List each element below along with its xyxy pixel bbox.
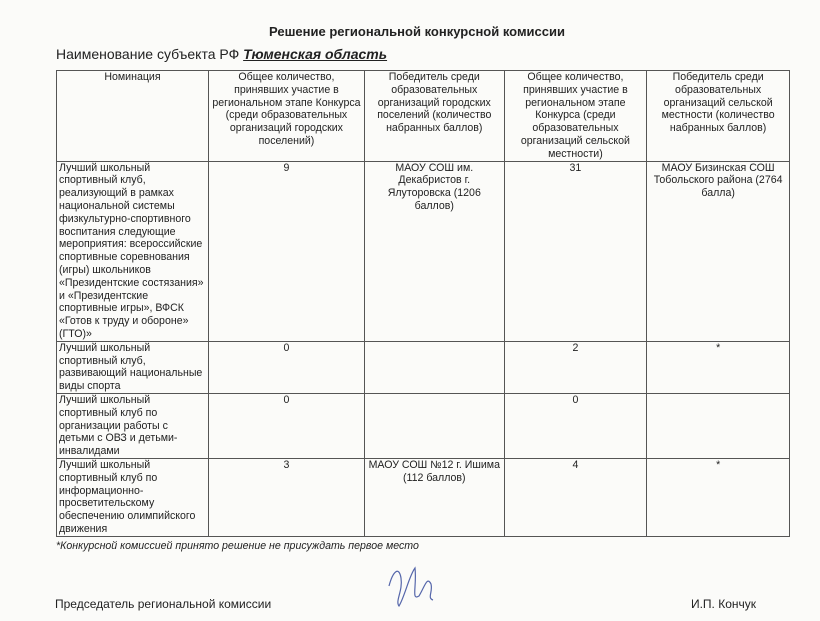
subject-value: Тюменская область — [243, 46, 388, 62]
table-row — [57, 341, 790, 393]
table-row — [57, 161, 790, 341]
subject-label: Наименование субъекта РФ — [56, 46, 240, 62]
urban-winner-cell — [364, 393, 504, 458]
rural-winner-cell — [647, 393, 790, 458]
footnote: *Конкурсной комиссией принято решение не присуждать первое место — [56, 539, 419, 552]
header-urban-count: Общее количество, принявших участие в региональном этапе Конкурса (среди образовательных организаций городских поселений) — [208, 71, 364, 162]
rural-winner-cell: * — [647, 458, 790, 536]
header-row — [57, 71, 790, 162]
urban-winner-cell: МАОУ СОШ им. Декабристов г. Ялуторовска (1206 баллов) — [364, 161, 504, 341]
chair-label: Председатель региональной комиссии — [55, 596, 272, 611]
subject-line — [56, 46, 387, 62]
rural-winner-cell: МАОУ Бизинская СОШ Тобольского района (2764 балла) — [647, 161, 790, 341]
header-rural-count: Общее количество, принявших участие в региональном этапе Конкурса (среди образовательных организаций сельской местности) — [504, 71, 647, 162]
urban-count-cell: 9 — [208, 161, 364, 341]
signature-row — [56, 561, 790, 621]
rural-count-cell: 31 — [504, 161, 647, 341]
header-urban-winner: Победитель среди образовательных организаций городских поселений (количество набранных баллов) — [364, 71, 504, 162]
rural-count-cell: 4 — [504, 458, 647, 536]
header-nomination: Номинация — [57, 71, 209, 162]
urban-count-cell: 0 — [208, 341, 364, 393]
rural-winner-cell: * — [647, 341, 790, 393]
signature — [381, 561, 451, 611]
chair-name: И.П. Кончук — [690, 596, 756, 611]
table-row — [57, 393, 790, 458]
urban-winner-cell: МАОУ СОШ №12 г. Ишима (112 баллов) — [364, 458, 504, 536]
header-rural-winner: Победитель среди образовательных организаций сельской местности (количество набранных баллов) — [647, 71, 790, 162]
nomination-cell: Лучший школьный спортивный клуб по информационно-просветительскому обеспечению олимпийского движения — [57, 458, 209, 536]
document-body — [56, 70, 790, 621]
urban-winner-cell — [364, 341, 504, 393]
rural-count-cell: 0 — [504, 393, 647, 458]
urban-count-cell: 3 — [208, 458, 364, 536]
document-title: Решение региональной конкурсной комиссии — [269, 24, 565, 39]
nomination-cell: Лучший школьный спортивный клуб, развивающий национальные виды спорта — [57, 341, 209, 393]
urban-count-cell: 0 — [208, 393, 364, 458]
nomination-cell: Лучший школьный спортивный клуб, реализующий в рамках национальной системы физкультурно-спортивного воспитания следующие мероприятия: всероссийские спортивные соревнования (игры) школьников «Президентские состязания» и «Президентские спортивные игры», ВФСК «Готов к труду и обороне» (ГТО)» — [57, 161, 209, 341]
results-table — [56, 70, 790, 537]
table-row — [57, 458, 790, 536]
rural-count-cell: 2 — [504, 341, 647, 393]
nomination-cell: Лучший школьный спортивный клуб по организации работы с детьми с ОВЗ и детьми-инвалидами — [57, 393, 209, 458]
